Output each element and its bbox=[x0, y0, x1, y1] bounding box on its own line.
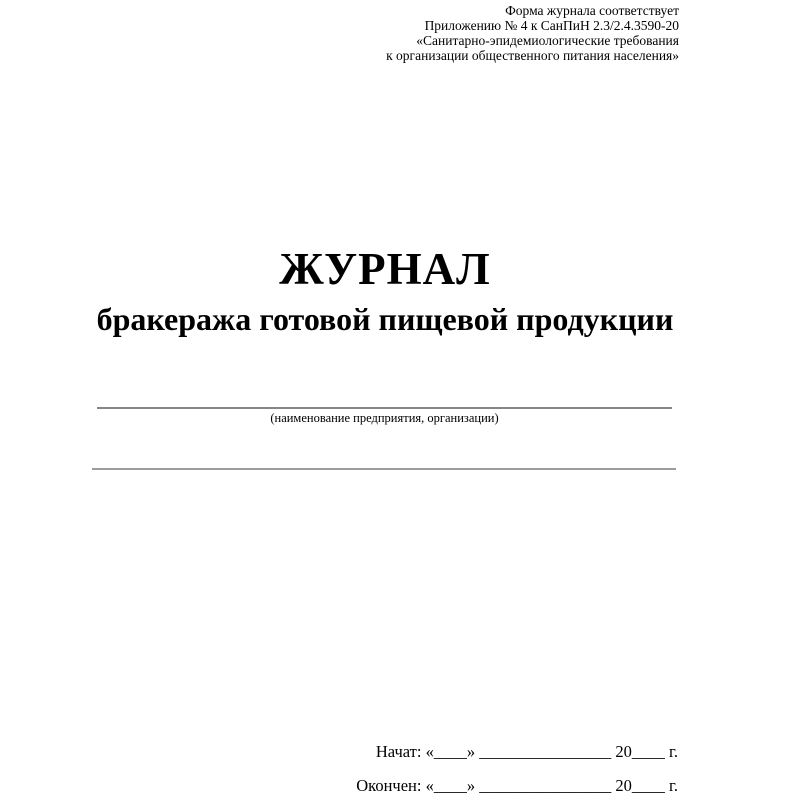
date-ended-row: Окончен: «____» ________________ 20____ г. bbox=[356, 776, 678, 795]
journal-subtitle: бракеража готовой пищевой продукции bbox=[96, 301, 674, 337]
regulation-note bbox=[386, 3, 679, 63]
date-started-row: Начат: «____» ________________ 20____ г. bbox=[375, 742, 678, 761]
journal-title: ЖУРНАЛ bbox=[279, 244, 491, 294]
regulation-note-line: Приложению № 4 к СанПиН 2.3/2.4.3590-20 bbox=[424, 18, 679, 33]
regulation-note-line: Форма журнала соответствует bbox=[505, 3, 679, 18]
regulation-note-line: к организации общественного питания населения» bbox=[386, 48, 679, 63]
dates-block bbox=[356, 744, 678, 795]
blank-rule bbox=[92, 468, 676, 470]
title-block bbox=[92, 244, 678, 337]
regulation-note-line: «Санитарно-эпидемиологические требования bbox=[416, 33, 679, 48]
organization-name-caption: (наименование предприятия, организации) bbox=[270, 411, 499, 425]
organization-name-line bbox=[97, 407, 672, 425]
